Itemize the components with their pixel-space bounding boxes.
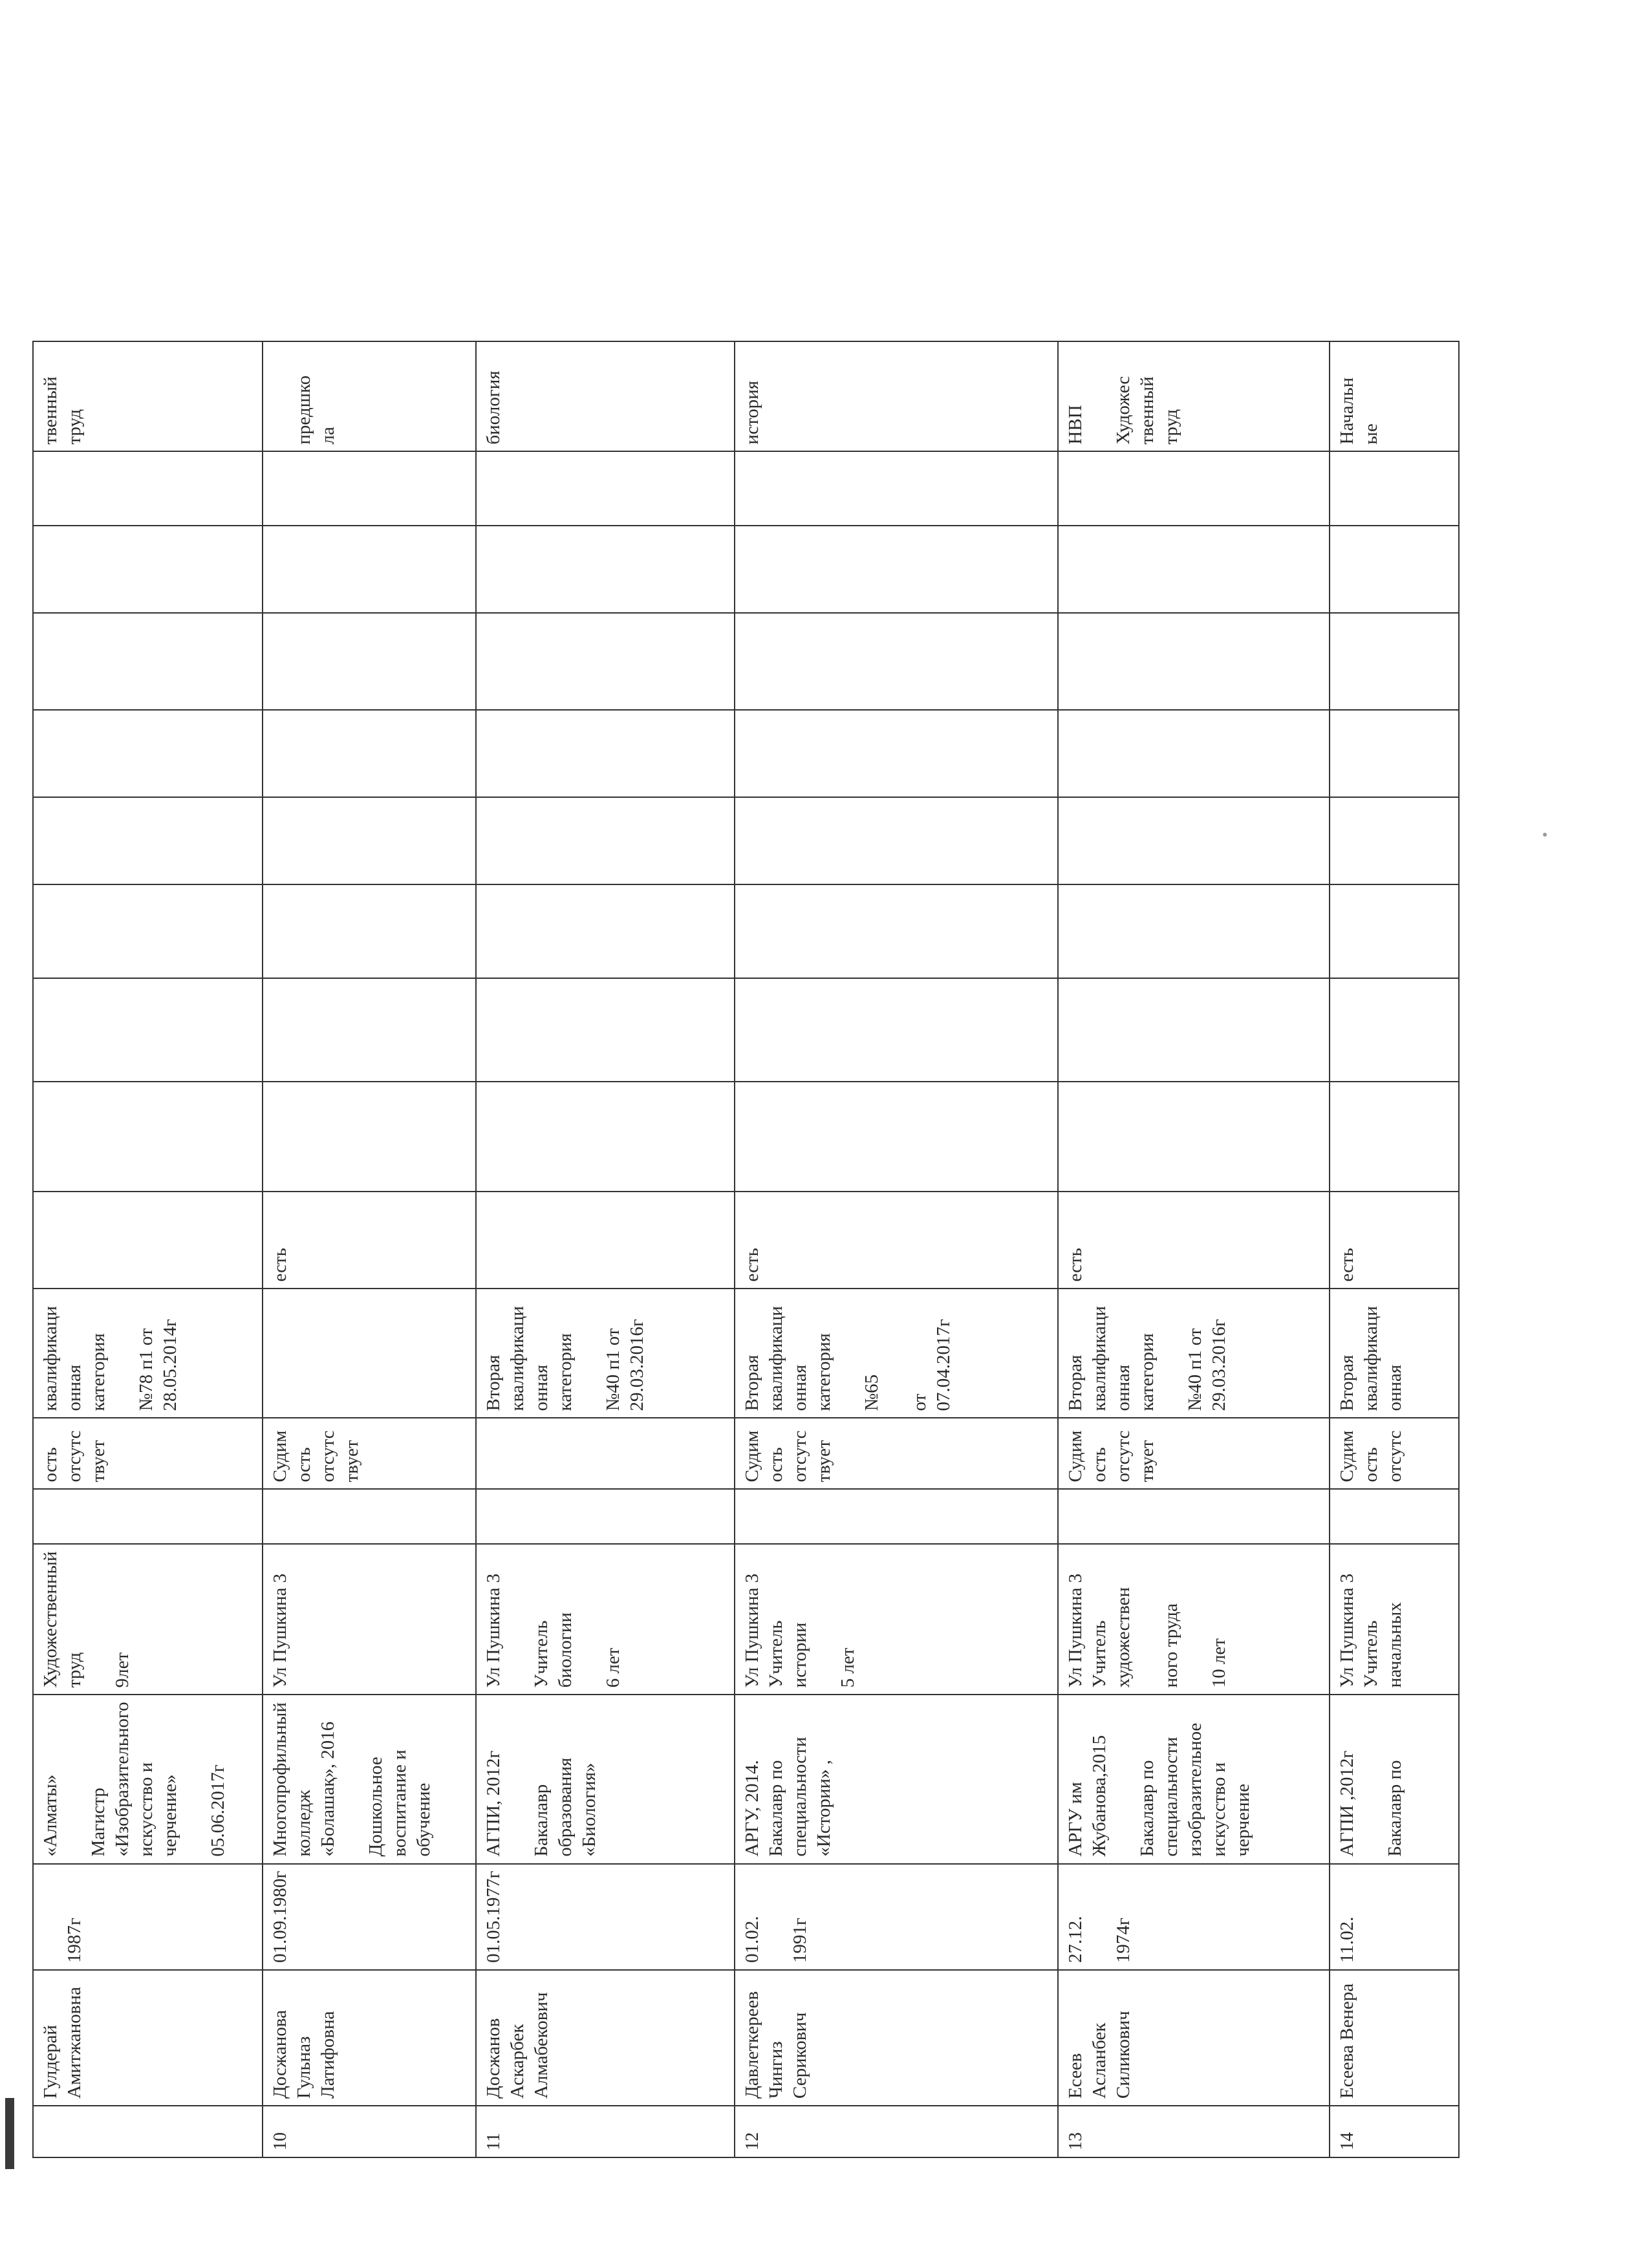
cell-num [33,2106,263,2157]
cell-e3 [33,884,263,978]
cell-attestation: есть [1330,1192,1459,1289]
cell-num: 11 [476,2106,735,2157]
cell-category: Вторая квалификаци онная категория №40 п1 от 29.03.2016г [1058,1289,1330,1418]
cell-category: квалификаци онная категория №78 п1 от 28.05.2014г [33,1289,263,1418]
cell-education: АРГУ им Жубанова,2015 Бакалавр по специальности изобразительное искусство и черчение [1058,1695,1330,1863]
table-row [33,341,263,2157]
cell-position: Ул Пушкина 3 Учитель художествен ного труда 10 лет [1058,1544,1330,1695]
cell-name: Досжанов Аскарбек Алмабекович [476,1970,735,2106]
scan-edge-mark [5,2098,14,2169]
staff-table [32,341,1460,2158]
cell-education: Многопрофильный колледж «Болашақ», 2016 Дошкольное воспитание и обучение [263,1695,476,1863]
cell-criminal: ость отсутс твует [33,1418,263,1489]
cell-position: Ул Пушкина 3 [263,1544,476,1695]
table-row [735,341,1058,2157]
cell-e2 [476,978,735,1082]
cell-education: АРГУ, 2014. Бакалавр по специальности «Истории» , [735,1695,1058,1863]
cell-e5 [263,710,476,797]
cell-e4 [476,797,735,884]
cell-e6 [1058,613,1330,710]
cell-e4 [1330,797,1459,884]
cell-c6 [33,1489,263,1544]
cell-e5 [33,710,263,797]
cell-e7 [1330,526,1459,613]
cell-e4 [33,797,263,884]
cell-e1 [1330,1082,1459,1192]
cell-e5 [735,710,1058,797]
cell-name: Есеев Асланбек Силикович [1058,1970,1330,2106]
cell-attestation [476,1192,735,1289]
cell-subject: Начальн ые [1330,341,1459,451]
cell-e1 [33,1082,263,1192]
cell-attestation [33,1192,263,1289]
cell-birth: 27.12. 1974г [1058,1864,1330,1970]
cell-e8 [735,451,1058,526]
cell-e2 [735,978,1058,1082]
cell-e6 [1330,613,1459,710]
cell-subject: предшко ла [263,341,476,451]
cell-e6 [476,613,735,710]
cell-e2 [263,978,476,1082]
cell-birth: 01.05.1977г [476,1864,735,1970]
cell-subject: твенный труд [33,341,263,451]
cell-e8 [263,451,476,526]
cell-e4 [735,797,1058,884]
cell-c6 [1058,1489,1330,1544]
table-row [1058,341,1330,2157]
cell-e3 [476,884,735,978]
cell-e6 [263,613,476,710]
cell-criminal: Судим ость отсутс твует [735,1418,1058,1489]
cell-e8 [1058,451,1330,526]
cell-c6 [1330,1489,1459,1544]
cell-e5 [1058,710,1330,797]
cell-e7 [735,526,1058,613]
cell-e6 [33,613,263,710]
cell-attestation: есть [735,1192,1058,1289]
cell-education: «Алматы» Магистр «Изобразительного искусство и черчение» 05.06.2017г [33,1695,263,1863]
cell-subject: история [735,341,1058,451]
cell-num: 13 [1058,2106,1330,2157]
cell-education: АГПИ ,2012г Бакалавр по [1330,1695,1459,1863]
cell-e3 [263,884,476,978]
cell-e8 [33,451,263,526]
cell-e1 [735,1082,1058,1192]
cell-e8 [476,451,735,526]
cell-criminal: Судим ость отсутс [1330,1418,1459,1489]
cell-e6 [735,613,1058,710]
cell-c6 [263,1489,476,1544]
cell-birth: 01.02. 1991г [735,1864,1058,1970]
cell-e3 [1330,884,1459,978]
cell-birth: 1987г [33,1864,263,1970]
cell-position: Ул Пушкина 3 Учитель истории 5 лет [735,1544,1058,1695]
cell-criminal: Судим ость отсутс твует [263,1418,476,1489]
cell-position: Ул Пушкина 3 Учитель начальных [1330,1544,1459,1695]
cell-category: Вторая квалификаци онная категория №65 от 07.04.2017г [735,1289,1058,1418]
cell-e5 [476,710,735,797]
cell-num: 12 [735,2106,1058,2157]
cell-attestation: есть [263,1192,476,1289]
cell-e8 [1330,451,1459,526]
cell-name: Гулдерай Амитжановна [33,1970,263,2106]
cell-c6 [735,1489,1058,1544]
cell-e1 [476,1082,735,1192]
cell-name: Досжанова Гульназ Латифовна [263,1970,476,2106]
cell-e2 [1058,978,1330,1082]
cell-position: Художественный труд 9лет [33,1544,263,1695]
cell-name: Есеева Венера [1330,1970,1459,2106]
cell-e4 [1058,797,1330,884]
table-row [263,341,476,2157]
cell-e1 [263,1082,476,1192]
table-row [1330,341,1459,2157]
cell-e2 [1330,978,1459,1082]
cell-criminal: Судим ость отсутс твует [1058,1418,1330,1489]
cell-num: 10 [263,2106,476,2157]
cell-e1 [1058,1082,1330,1192]
cell-e3 [735,884,1058,978]
cell-attestation: есть [1058,1192,1330,1289]
cell-e7 [33,526,263,613]
cell-name: Давлеткереев Чингиз Серикович [735,1970,1058,2106]
cell-e7 [1058,526,1330,613]
cell-num: 14 [1330,2106,1459,2157]
table-row [476,341,735,2157]
scan-speck [1543,833,1547,837]
cell-subject: биология [476,341,735,451]
cell-birth: 01.09.1980г [263,1864,476,1970]
cell-education: АГПИ, 2012г Бакалавр образования «Биология» [476,1695,735,1863]
cell-subject: НВП Художес твенный труд [1058,341,1330,451]
cell-e7 [476,526,735,613]
cell-criminal [476,1418,735,1489]
cell-e2 [33,978,263,1082]
cell-e4 [263,797,476,884]
cell-e3 [1058,884,1330,978]
cell-c6 [476,1489,735,1544]
cell-birth: 11.02. [1330,1864,1459,1970]
cell-position: Ул Пушкина 3 Учитель биологии 6 лет [476,1544,735,1695]
cell-e5 [1330,710,1459,797]
cell-e7 [263,526,476,613]
cell-category [263,1289,476,1418]
cell-category: Вторая квалификаци онная [1330,1289,1459,1418]
cell-category: Вторая квалификаци онная категория №40 п1 от 29.03.2016г [476,1289,735,1418]
